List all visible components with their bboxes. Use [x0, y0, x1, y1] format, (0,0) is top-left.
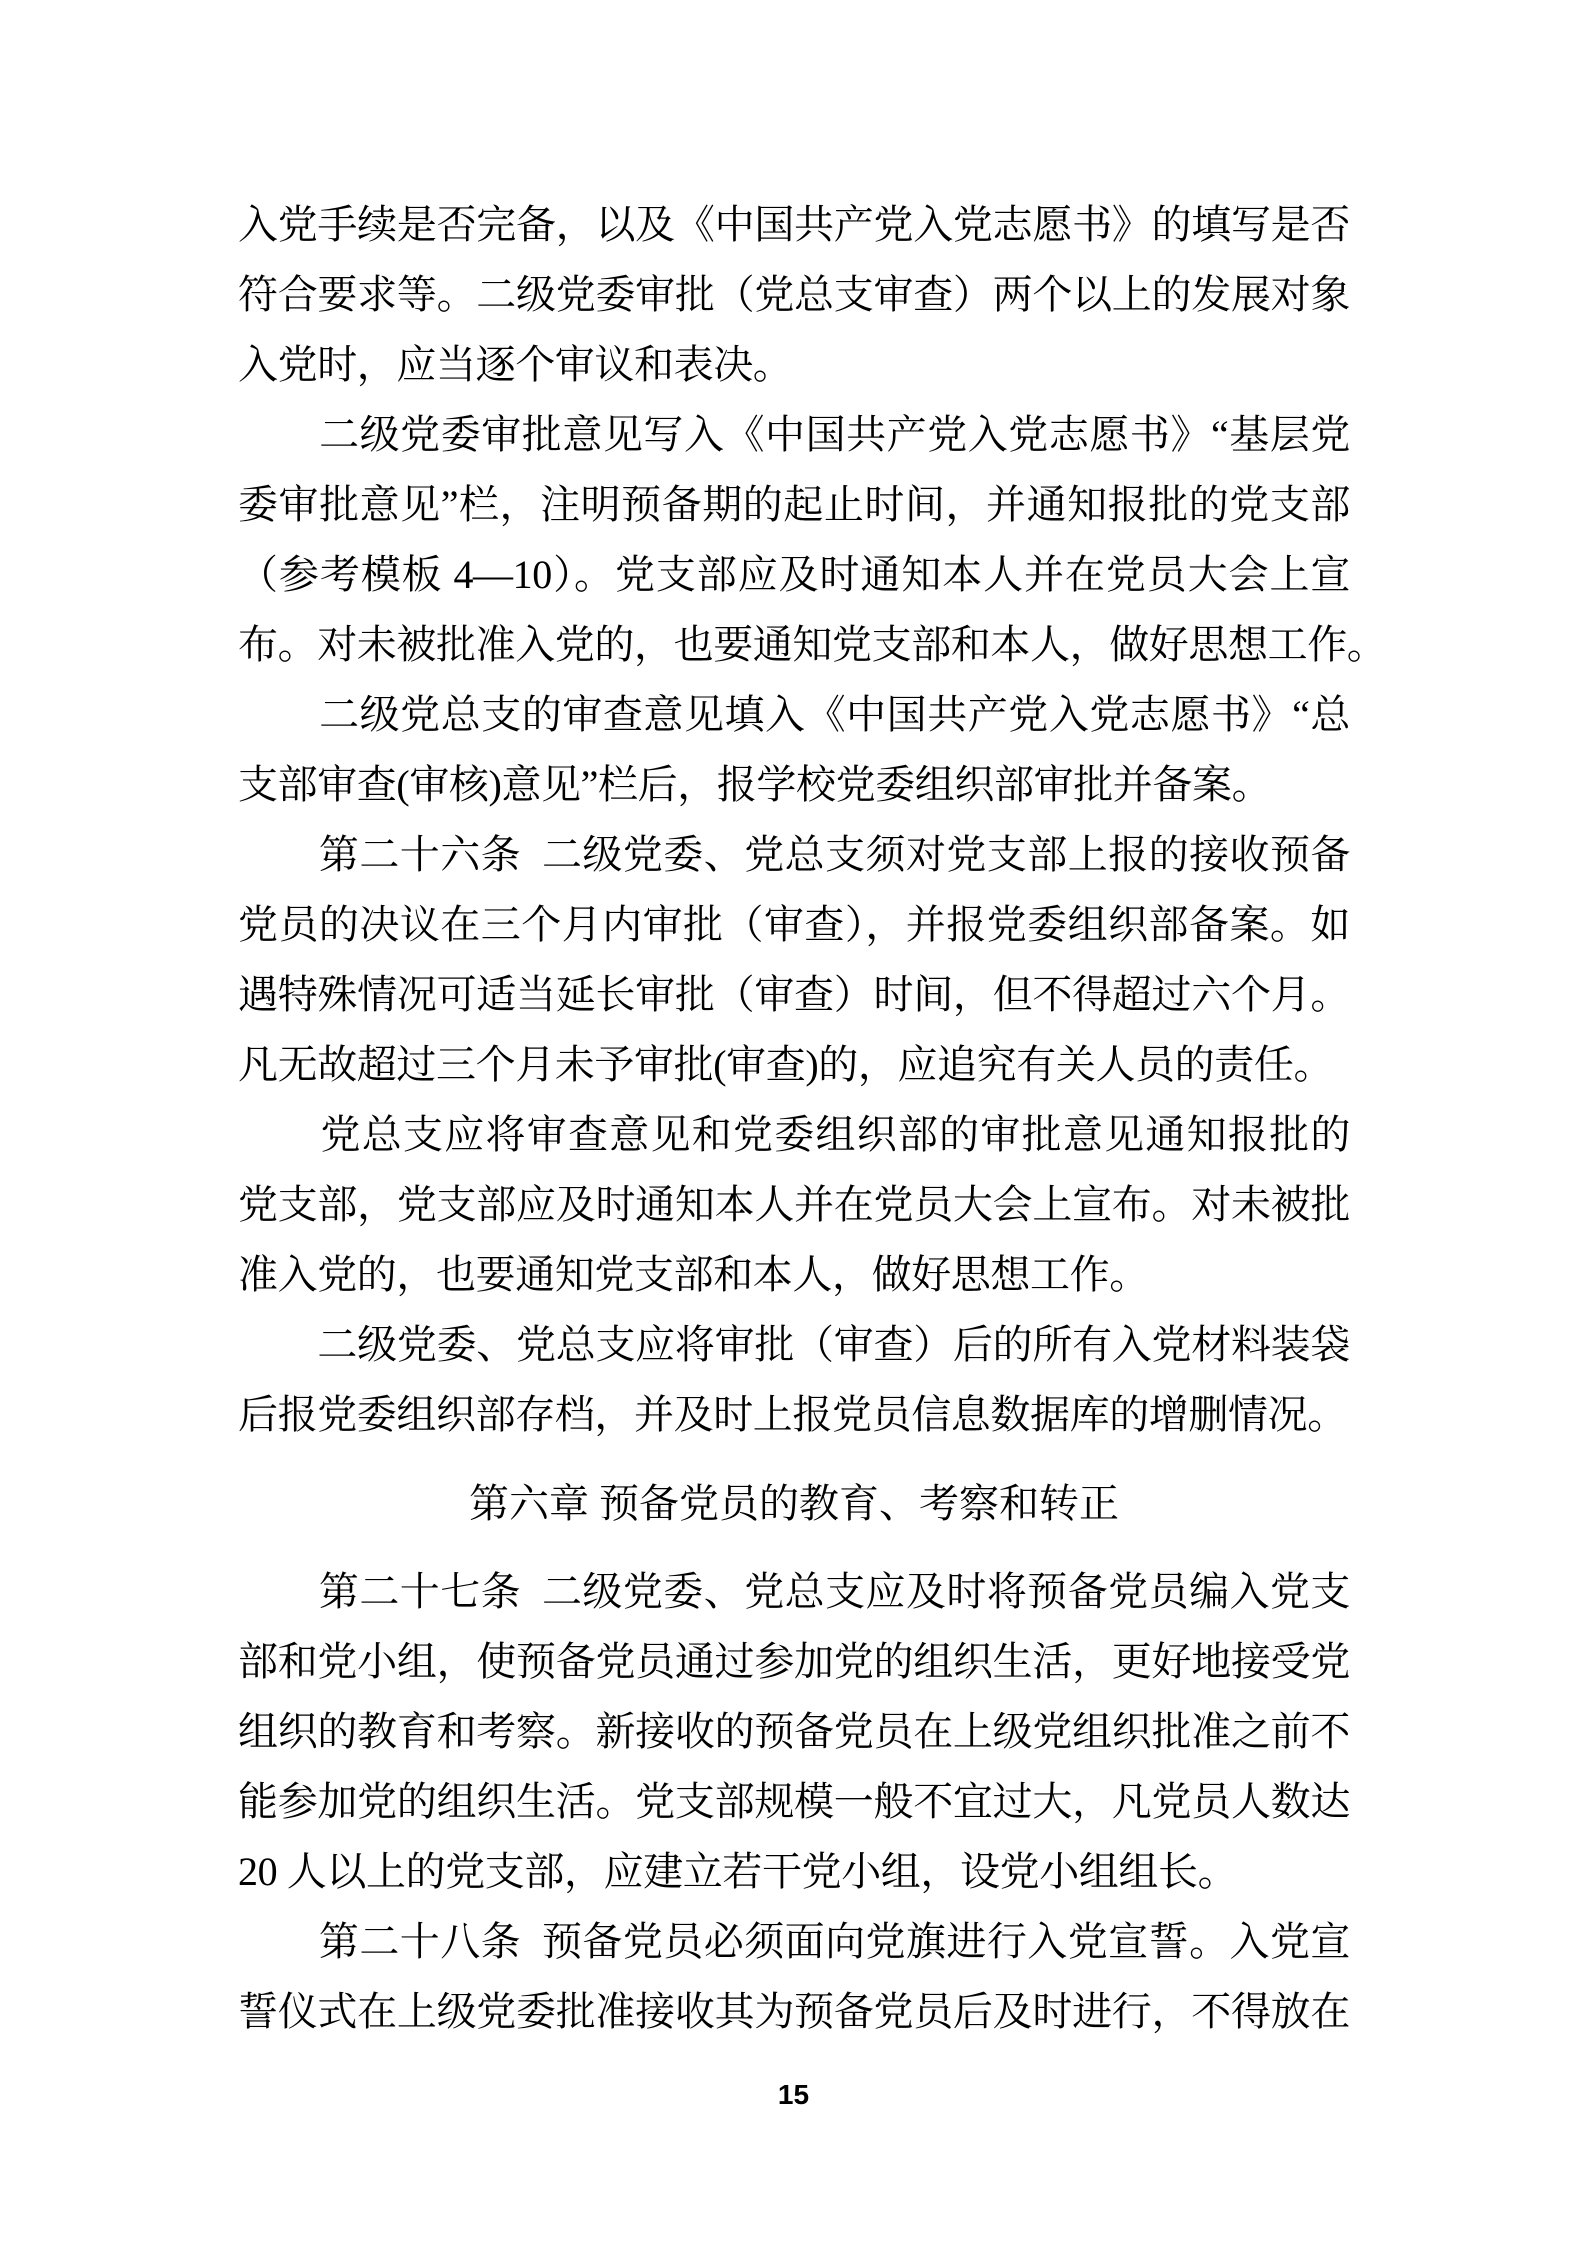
text-line: 党总支应将审查意见和党委组织部的审批意见通知报批的 [238, 1112, 1350, 1157]
text-line: 入党手续是否完备，以及《中国共产党入党志愿书》的填写是否 [238, 202, 1350, 247]
text-line: （参考模板 4—10）。党支部应及时通知本人并在党员大会上宣 [238, 552, 1350, 597]
text-line: 准入党的，也要通知党支部和本人，做好思想工作。 [238, 1252, 1149, 1297]
paragraph [238, 400, 1387, 680]
chapter-heading: 第六章 预备党员的教育、考察和转正 [469, 1481, 1119, 1526]
text-line: 布。对未被批准入党的，也要通知党支部和本人，做好思想工作。 [238, 622, 1387, 667]
paragraph [238, 1100, 1350, 1310]
text-line: 第二十七条 二级党委、党总支应及时将预备党员编入党支 [238, 1569, 1350, 1614]
text-line: 能参加党的组织生活。党支部规模一般不宜过大，凡党员人数达 [238, 1779, 1350, 1824]
text-line: 二级党委、党总支应将审批（审查）后的所有入党材料装袋 [238, 1322, 1350, 1367]
text-line: 誓仪式在上级党委批准接收其为预备党员后及时进行，不得放在 [238, 1989, 1350, 2034]
text-line: 支部审查(审核)意见”栏后，报学校党委组织部审批并备案。 [238, 762, 1272, 807]
text-line: 二级党总支的审查意见填入《中国共产党入党志愿书》“总 [238, 692, 1350, 737]
text-line: 后报党委组织部存档，并及时上报党员信息数据库的增删情况。 [238, 1392, 1347, 1437]
paragraph [238, 1310, 1350, 1450]
page-number: 15 [777, 2079, 810, 2110]
paragraph [238, 190, 1350, 400]
text-line: 遇特殊情况可适当延长审批（审查）时间，但不得超过六个月。 [238, 972, 1350, 1017]
text-line: 党支部，党支部应及时通知本人并在党员大会上宣布。对未被批 [238, 1182, 1350, 1227]
paragraph [238, 820, 1350, 1100]
text-line: 第二十八条 预备党员必须面向党旗进行入党宣誓。入党宣 [238, 1919, 1350, 1964]
paragraph [238, 1557, 1350, 1907]
text-line: 第二十六条 二级党委、党总支须对党支部上报的接收预备 [238, 832, 1350, 877]
document-body [238, 190, 1387, 2047]
text-line: 组织的教育和考察。新接收的预备党员在上级党组织批准之前不 [238, 1709, 1350, 1754]
text-line: 凡无故超过三个月未予审批(审查)的，应追究有关人员的责任。 [238, 1042, 1334, 1087]
text-line: 委审批意见”栏，注明预备期的起止时间，并通知报批的党支部 [238, 482, 1350, 527]
paragraph [238, 680, 1350, 820]
text-line: 部和党小组，使预备党员通过参加党的组织生活，更好地接受党 [238, 1639, 1350, 1684]
text-line: 20 人以上的党支部，应建立若干党小组，设党小组组长。 [238, 1849, 1238, 1894]
paragraph [238, 1907, 1350, 2047]
text-line: 入党时，应当逐个审议和表决。 [238, 342, 793, 387]
text-line: 二级党委审批意见写入《中国共产党入党志愿书》“基层党 [238, 412, 1350, 457]
text-line: 党员的决议在三个月内审批（审查），并报党委组织部备案。如 [238, 902, 1350, 947]
text-line: 符合要求等。二级党委审批（党总支审查）两个以上的发展对象 [238, 272, 1350, 317]
page-footer [0, 2078, 1587, 2112]
